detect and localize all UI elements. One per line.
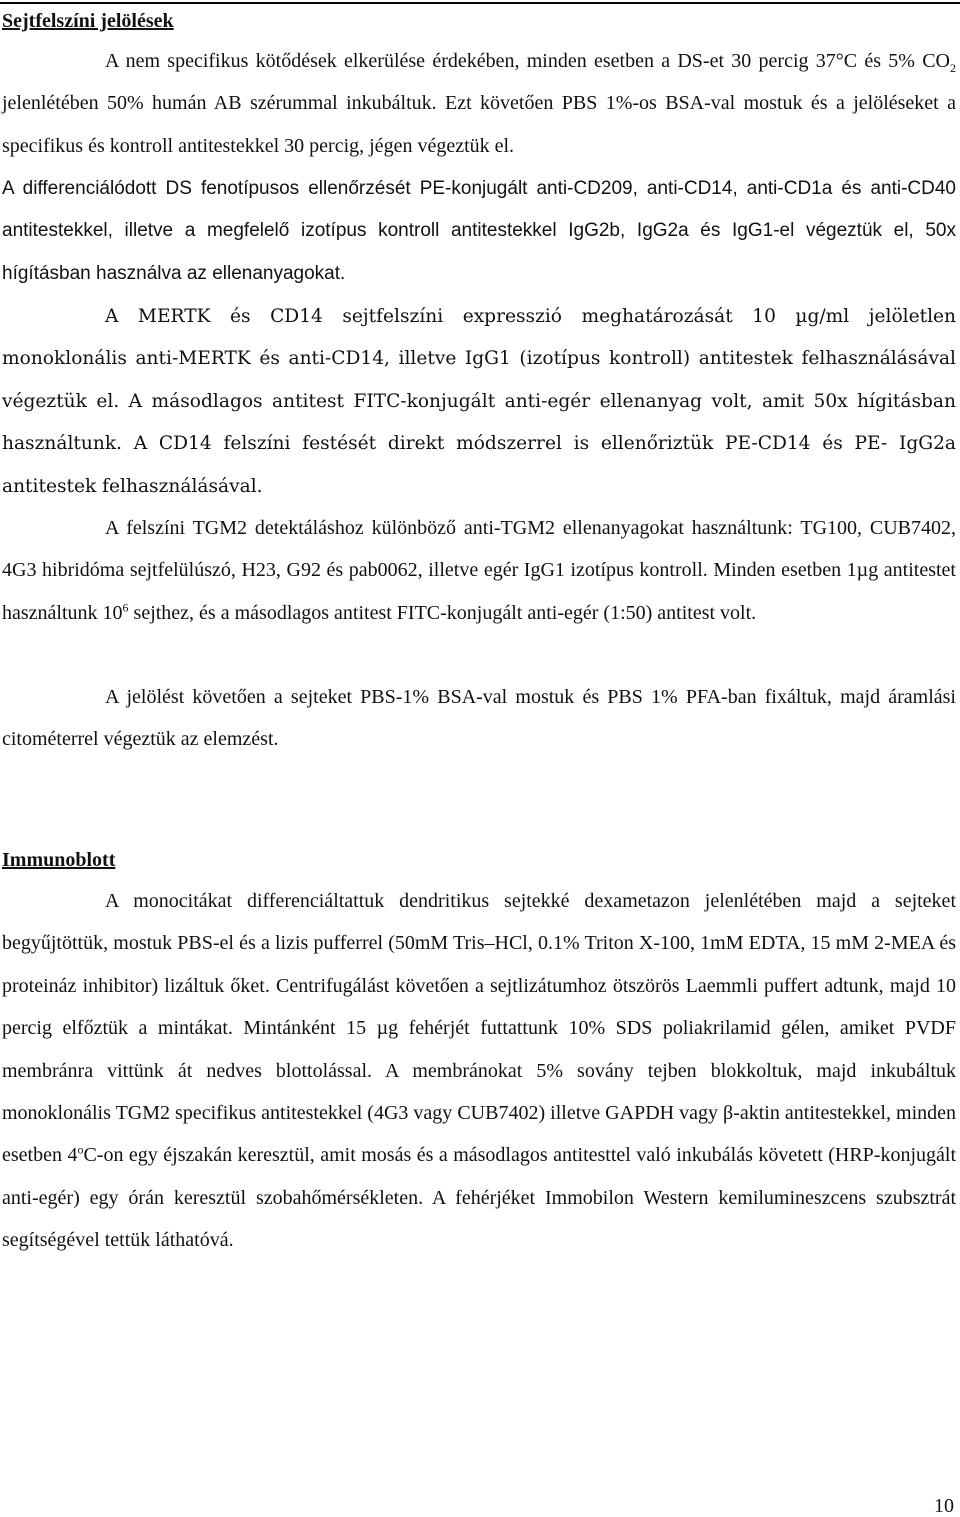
p1-subscript: 2 — [950, 61, 956, 75]
paragraph-immunoblot-method — [2, 880, 956, 1262]
p1-text-b: jelenlétében 50% humán AB szérummal inkubáltuk. Ezt követően PBS 1%-os BSA-val mostuk és a jelöléseket a specifikus és kontroll antitestekkel 30 percig, jégen végeztük el. — [2, 92, 956, 157]
section-heading-sejtfelszini: Sejtfelszíni jelölések — [2, 10, 174, 32]
s2-superscript: o — [77, 1142, 84, 1157]
top-rule — [0, 2, 960, 4]
p4-text-b: sejthez, és a másodlagos antitest FITC-konjugált anti-egér (1:50) antitest volt. — [128, 601, 757, 624]
p4-superscript: 6 — [122, 600, 129, 615]
paragraph-phenotype-check: A differenciálódott DS fenotípusos ellenőrzését PE-konjugált anti-CD209, anti-CD14, anti-CD1a és anti-CD40 antitestekkel, illetve a megfelelő izotípus kontroll antitestekkel IgG2b, IgG2a és IgG1-el végeztük el, 50x hígításban használva az ellenanyagokat. — [2, 178, 956, 284]
paragraph-fixation: A jelölést követően a sejteket PBS-1% BSA-val mostuk és PBS 1% PFA-ban fixáltuk, majd áramlási citométerrel végeztük az elemzést. — [2, 686, 956, 751]
p4-text-a: A felszíni TGM2 detektáláshoz különböző anti-TGM2 ellenanyagokat használtunk: TG100, CUB7402, 4G3 hibridóma sejtfelülúszó, H23, G92 és pab0062, illetve egér IgG1 izotípus kontroll. Minden esetben 1µg antitestet használtunk 10 — [2, 517, 956, 624]
s2-text-a: A monocitákat differenciáltattuk dendritikus sejtekké dexametazon jelenlétében majd a sejteket begyűjtöttük, mostuk PBS-el és a lizis pufferrel (50mM Tris–HCl, 0.1% Triton X-100, 1mM EDTA, 15 mM 2-MEA és proteináz inhibitor) lizáltuk őket. Centrifugálást követően a sejtlizátumhoz ötszörös Laemmli puffert adtunk, majd 10 percig elfőztük a mintákat. Mintánként 15 µg fehérjét futtattunk 10% SDS poliakrilamid gélen, amiket PVDF membránra vittünk át nedves blottolással. A membránokat 5% sovány tejben blokkoltuk, majd inkubáltuk monoklonális TGM2 specifikus antitestekkel (4G3 vagy CUB7402) illetve GAPDH vagy β-aktin antitestekkel, minden esetben 4 — [2, 890, 956, 1167]
s2-text-b: C-on egy éjszakán keresztül, amit mosás és a másodlagos antitesttel való inkubálás követett (HRP-konjugált anti-egér) egy órán keresztül szobahőmérsékleten. A fehérjéket Immobilon Western kemilumineszcens szubsztrát segítségével tettük láthatóvá. — [2, 1144, 956, 1252]
paragraph-mertk-cd14: A MERTK és CD14 sejtfelszíni expresszió meghatározását 10 µg/ml jelöletlen monoklonális anti-MERTK és anti-CD14, illetve IgG1 (izotípus kontroll) antitestek felhasználásával végeztük el. A másodlagos antitest FITC-konjugált anti-egér ellenanyag volt, amit 50x hígitásban használtunk. A CD14 felszíni festését direkt módszerrel is ellenőriztük PE-CD14 és PE- IgG2a antitestek felhasználásával. — [2, 306, 956, 497]
section-heading-immunoblott: Immunoblott — [2, 849, 116, 871]
paragraph-nonspecific-binding — [2, 40, 956, 167]
p1-text-a: A nem specifikus kötődések elkerülése érdekében, minden esetben a DS-et 30 percig 37°C és 5% CO — [105, 50, 950, 72]
paragraph-surface-tgm2 — [2, 507, 956, 634]
page-number: 10 — [934, 1495, 954, 1517]
